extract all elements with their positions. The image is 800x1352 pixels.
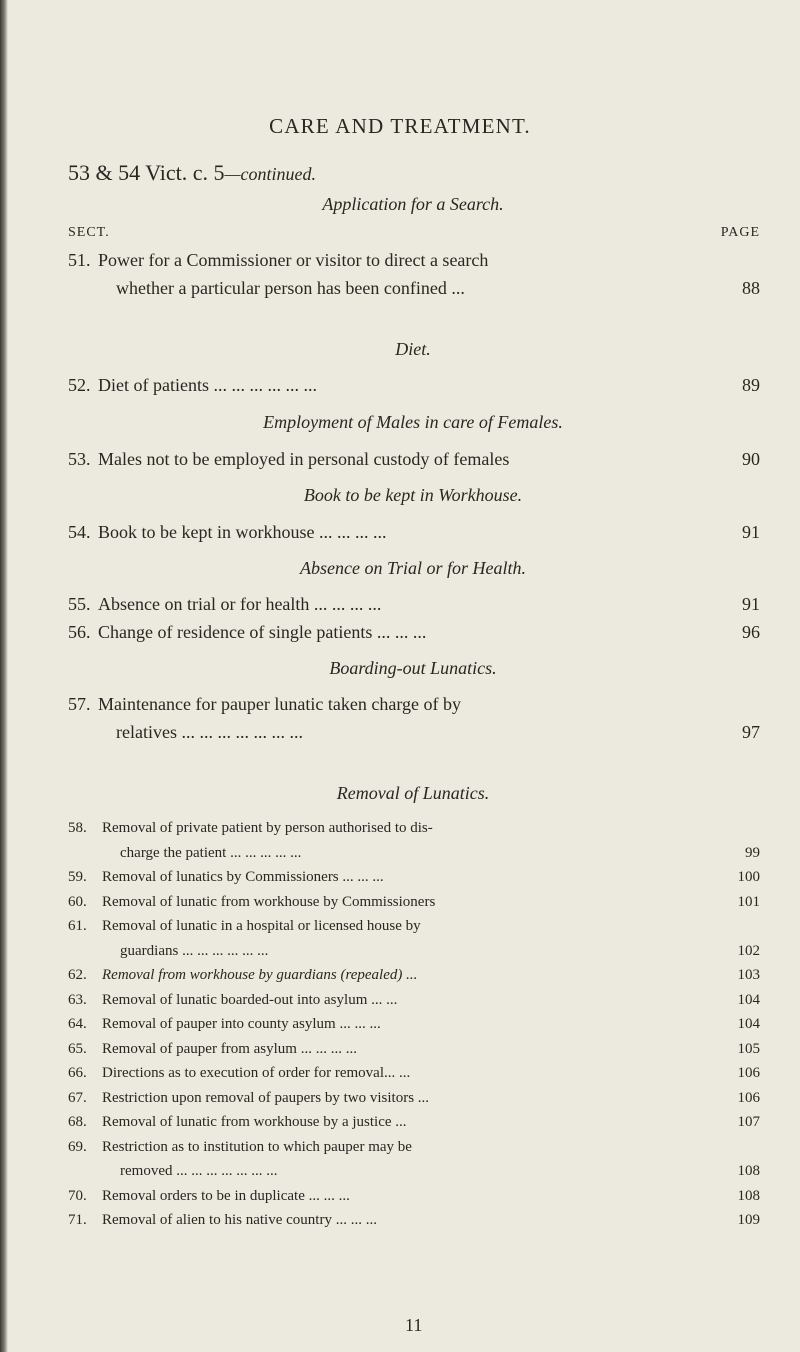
entry-page: 97 <box>742 722 760 742</box>
entry-page: 91 <box>742 594 760 614</box>
entry-text-continued: whether a particular person has been confined ... <box>116 278 465 298</box>
entry-text-continued: relatives ... ... ... ... ... ... ... <box>116 722 303 742</box>
index-entry-69 <box>68 1139 760 1188</box>
index-entry-67 <box>68 1090 760 1115</box>
entry-text: Book to be kept in workhouse ... ... ... ... <box>98 522 387 542</box>
entry-text: Removal of lunatic from workhouse by Commissioners <box>102 893 436 910</box>
entry-text-continued: charge the patient ... ... ... ... ... <box>120 844 302 861</box>
entry-page: 88 <box>742 278 760 298</box>
index-entry-56 <box>68 622 760 650</box>
entry-line <box>68 594 760 622</box>
entry-page: 103 <box>737 967 760 983</box>
section-heading: Boarding-out Lunatics. <box>329 658 497 678</box>
entry-number: 56. <box>68 622 91 642</box>
entry-text: Removal of lunatic from workhouse by a justice ... <box>102 1114 407 1130</box>
index-entry-54 <box>68 522 760 550</box>
entry-page: 106 <box>737 1089 760 1106</box>
entry-line <box>68 449 760 477</box>
entry-number: 69. <box>68 1138 87 1155</box>
index-entry-51 <box>68 250 760 306</box>
running-head: CARE AND TREATMENT. <box>269 114 531 138</box>
index-entry-63 <box>68 992 760 1017</box>
index-entry-64 <box>68 1016 760 1041</box>
index-entry-53 <box>68 449 760 477</box>
entry-line <box>68 1139 760 1164</box>
entry-line <box>68 1163 760 1188</box>
entry-page: 90 <box>742 449 760 469</box>
entry-line <box>68 622 760 650</box>
entry-number: 57. <box>68 694 91 714</box>
entry-page: 96 <box>742 622 760 642</box>
index-entry-71 <box>68 1212 760 1237</box>
entry-line <box>68 250 760 278</box>
index-entry-61 <box>68 918 760 967</box>
entry-text: Removal of lunatic in a hospital or licensed house by <box>102 918 421 934</box>
entry-page: 108 <box>737 1163 760 1179</box>
entry-text: Removal of private patient by person authorised to dis- <box>102 820 433 836</box>
entry-number: 52. <box>68 375 91 395</box>
entry-text: Removal of lunatics by Commissioners ... ... ... <box>102 869 384 885</box>
index-entry-52 <box>68 375 760 403</box>
entry-text: Removal orders to be in duplicate ... ... ... <box>102 1187 350 1204</box>
entry-number: 61. <box>68 918 87 934</box>
entry-number: 71. <box>68 1212 87 1228</box>
entry-line <box>68 375 760 403</box>
entry-number: 58. <box>68 820 87 836</box>
entry-text: Change of residence of single patients ... ... ... <box>98 622 427 642</box>
index-entry-70 <box>68 1188 760 1213</box>
entry-line <box>68 694 760 722</box>
entry-line <box>68 820 760 845</box>
entry-text: Restriction as to institution to which pauper may be <box>102 1138 412 1155</box>
index-entry-58 <box>68 820 760 869</box>
entry-page: 107 <box>737 1114 760 1130</box>
index-entry-59 <box>68 869 760 894</box>
index-entry-65 <box>68 1041 760 1066</box>
entry-text: Absence on trial or for health ... ... ... ... <box>98 594 382 614</box>
section-heading: Removal of Lunatics. <box>336 783 490 803</box>
entry-page: 100 <box>737 869 760 885</box>
entry-text-continued: guardians ... ... ... ... ... ... <box>120 942 269 959</box>
index-entry-55 <box>68 594 760 622</box>
entry-page: 101 <box>737 893 760 910</box>
entry-text: Maintenance for pauper lunatic taken charge of by <box>98 694 462 714</box>
entry-number: 62. <box>68 967 87 983</box>
entry-text: Removal of pauper from asylum ... ... ... ... <box>102 1040 357 1057</box>
entry-page: 102 <box>737 942 760 959</box>
entry-text: Power for a Commissioner or visitor to direct a search <box>98 250 489 270</box>
entry-text: Males not to be employed in personal custody of females <box>98 449 510 469</box>
entry-text: Removal of alien to his native country ... ... ... <box>102 1212 377 1228</box>
entry-number: 66. <box>68 1065 87 1081</box>
entry-page: 99 <box>745 844 760 861</box>
index-entry-list <box>68 820 760 1237</box>
entry-page: 106 <box>737 1065 760 1081</box>
entry-number: 54. <box>68 522 91 542</box>
entry-page: 108 <box>737 1187 760 1204</box>
entry-line <box>68 522 760 550</box>
entry-text: Removal from workhouse by guardians (repealed) ... <box>102 967 418 983</box>
entry-number: 64. <box>68 1016 87 1032</box>
index-entry-68 <box>68 1114 760 1139</box>
entry-number: 63. <box>68 991 87 1008</box>
entry-number: 70. <box>68 1187 87 1204</box>
entry-text: Directions as to execution of order for removal... ... <box>102 1065 411 1081</box>
entry-number: 55. <box>68 594 91 614</box>
entry-number: 67. <box>68 1089 87 1106</box>
page-column-label: PAGE <box>720 225 760 240</box>
entry-text: Removal of lunatic boarded-out into asylum ... ... <box>102 991 398 1008</box>
entry-line <box>68 278 760 306</box>
entry-text-continued: removed ... ... ... ... ... ... ... <box>120 1163 278 1179</box>
entry-number: 68. <box>68 1114 87 1130</box>
entry-line <box>68 918 760 943</box>
index-entry-66 <box>68 1065 760 1090</box>
section-heading: Application for a Search. <box>322 194 504 214</box>
entry-text: Diet of patients ... ... ... ... ... ... <box>98 375 317 395</box>
entry-page: 109 <box>737 1212 760 1228</box>
entry-number: 65. <box>68 1040 87 1057</box>
entry-text: Removal of pauper into county asylum ... ... ... <box>102 1016 381 1032</box>
section-heading: Diet. <box>395 339 431 359</box>
entry-page: 105 <box>737 1040 760 1057</box>
entry-number: 53. <box>68 449 91 469</box>
entry-line <box>68 845 760 870</box>
act-title-suffix: —continued. <box>224 164 317 184</box>
entry-number: 59. <box>68 869 87 885</box>
entry-line <box>68 722 760 750</box>
act-title <box>68 160 316 186</box>
sect-column-label: SECT. <box>68 225 110 240</box>
entry-page: 89 <box>742 375 760 395</box>
section-heading: Book to be kept in Workhouse. <box>303 485 523 505</box>
entry-text: Restriction upon removal of paupers by two visitors ... <box>102 1089 430 1106</box>
section-heading: Employment of Males in care of Females. <box>263 412 563 432</box>
page-number: 11 <box>405 1315 423 1335</box>
index-entry-57 <box>68 694 760 750</box>
entry-page: 104 <box>737 1016 760 1032</box>
act-title-text: 53 & 54 Vict. c. 5 <box>68 160 225 185</box>
index-entry-60 <box>68 894 760 919</box>
entry-page: 91 <box>742 522 760 542</box>
entry-number: 51. <box>68 250 91 270</box>
entry-line <box>68 943 760 968</box>
index-entry-62 <box>68 967 760 992</box>
entry-number: 60. <box>68 893 87 910</box>
entry-page: 104 <box>737 991 760 1008</box>
section-heading: Absence on Trial or for Health. <box>300 558 526 578</box>
